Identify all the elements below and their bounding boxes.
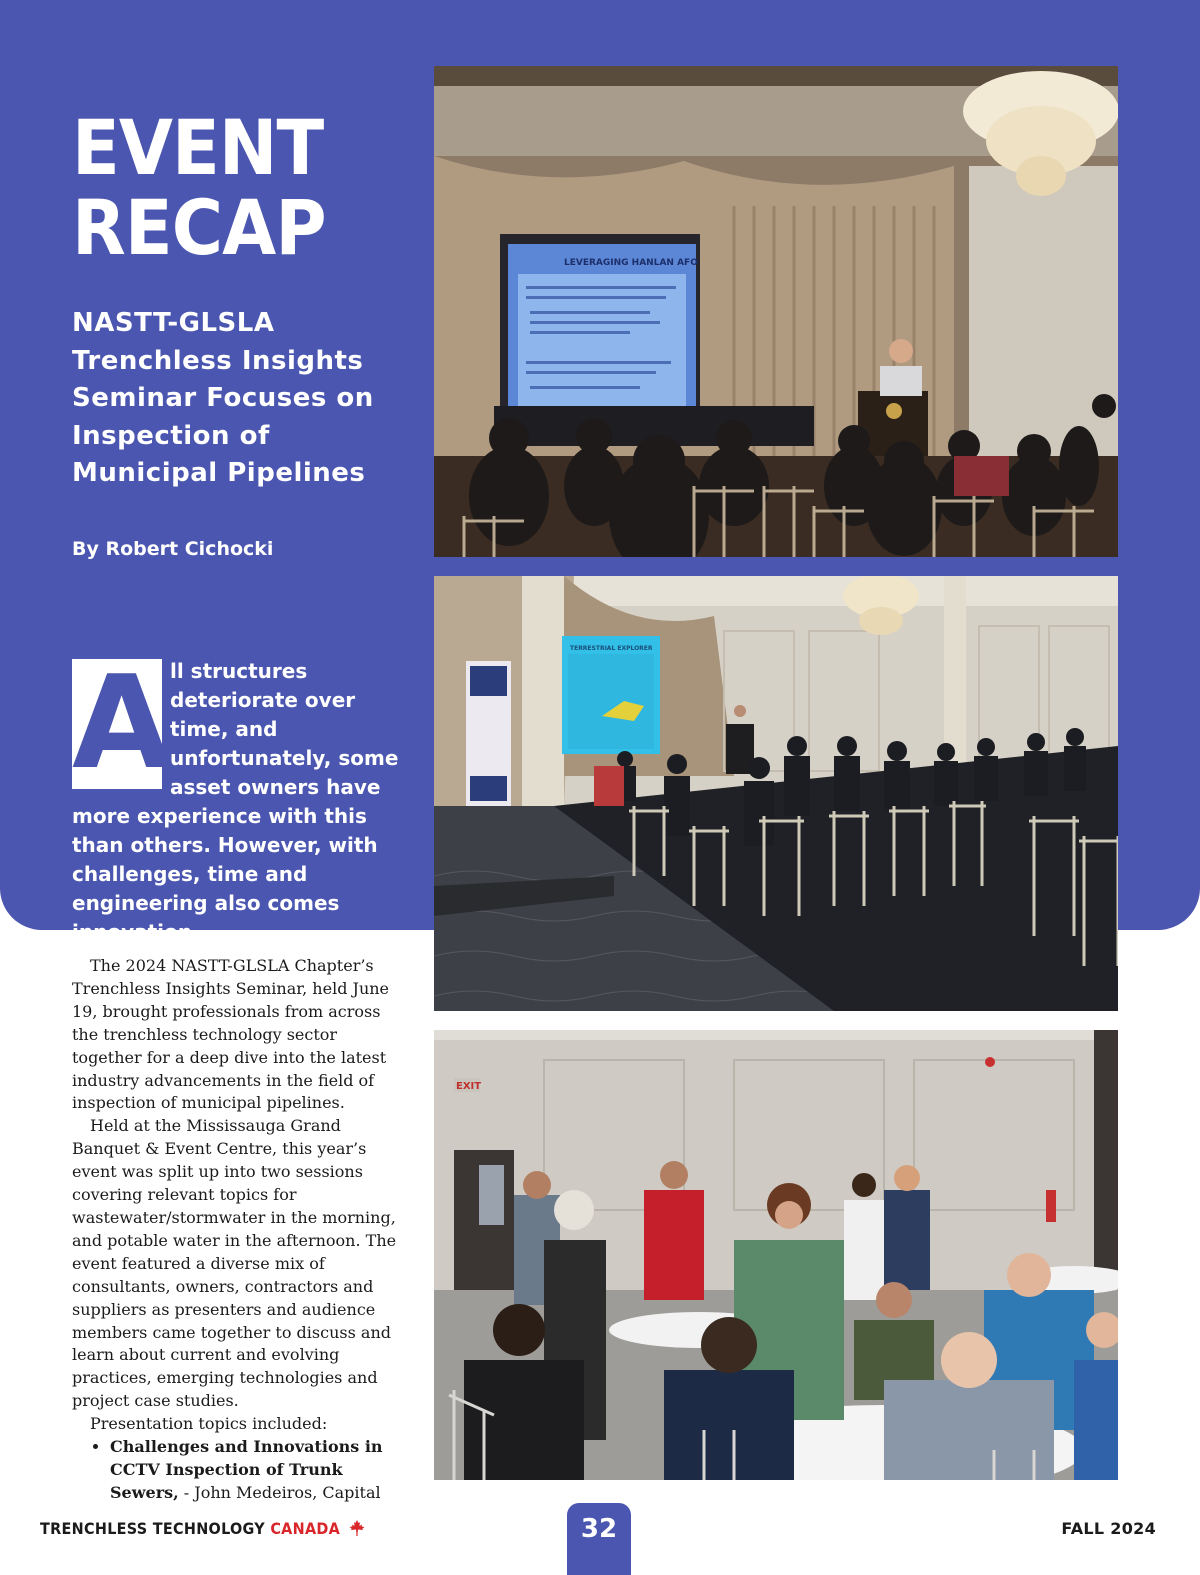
screen-slide-title-2: TERRESTRIAL EXPLORER — [570, 645, 653, 652]
photo-networking — [434, 1030, 1118, 1480]
publication-name — [40, 1519, 365, 1538]
article-body — [72, 955, 398, 1505]
body-paragraph-1: The 2024 NASTT-GLSLA Chapter’s Trenchless Insights Seminar, held June 19, brought professionals from across the trenchless technology sector together for a deep dive into the latest industry advancements in the field of inspection of municipal pipelines. — [72, 956, 390, 1113]
maple-leaf-icon — [349, 1520, 365, 1536]
title-line-2: RECAP — [72, 183, 326, 272]
lead-paragraph — [72, 649, 402, 947]
lead-text: ll structures deteriorate over time, and unfortunately, some asset owners have more experience with this than others. However, with challenges, time and engineering also comes innovation. — [72, 659, 399, 944]
photo-seminar-presentation — [434, 66, 1118, 557]
screen-slide-title: LEVERAGING HANLAN AFO — [564, 258, 698, 268]
page-title — [72, 103, 385, 272]
byline: By Robert Cichocki — [72, 538, 274, 560]
topic-detail: - John Medeiros, Capital — [178, 1482, 381, 1502]
exit-sign: EXIT — [456, 1081, 482, 1092]
page-number: 32 — [567, 1503, 631, 1575]
topic-list-item — [110, 1436, 398, 1505]
topic-title: Challenges and Innovations in CCTV Inspection of Trunk Sewers, — [110, 1437, 383, 1502]
issue-label: FALL 2024 — [1061, 1519, 1156, 1538]
photo-seminar-audience — [434, 576, 1118, 1011]
publication-title: TRENCHLESS TECHNOLOGY — [40, 1519, 265, 1538]
body-paragraph-3: Presentation topics included: — [90, 1414, 328, 1434]
body-paragraph-2: Held at the Mississauga Grand Banquet & Event Centre, this year’s event was split up into two sessions covering relevant topics for wastewater/stormwater in the morning, and potable water in the afternoon. The event featured a diverse mix of consultants, owners, contractors and suppliers as presenters and audience members came together to discuss and learn about current and evolving practices, emerging technologies and project case studies. — [72, 1116, 397, 1411]
title-line-1: EVENT — [72, 103, 324, 192]
drop-cap: A — [72, 649, 172, 798]
article-subtitle: NASTT-GLSLA Trenchless Insights Seminar Focuses on Inspection of Municipal Pipelines — [72, 308, 374, 488]
publication-country: CANADA — [270, 1519, 341, 1538]
topic-list — [72, 1436, 398, 1505]
